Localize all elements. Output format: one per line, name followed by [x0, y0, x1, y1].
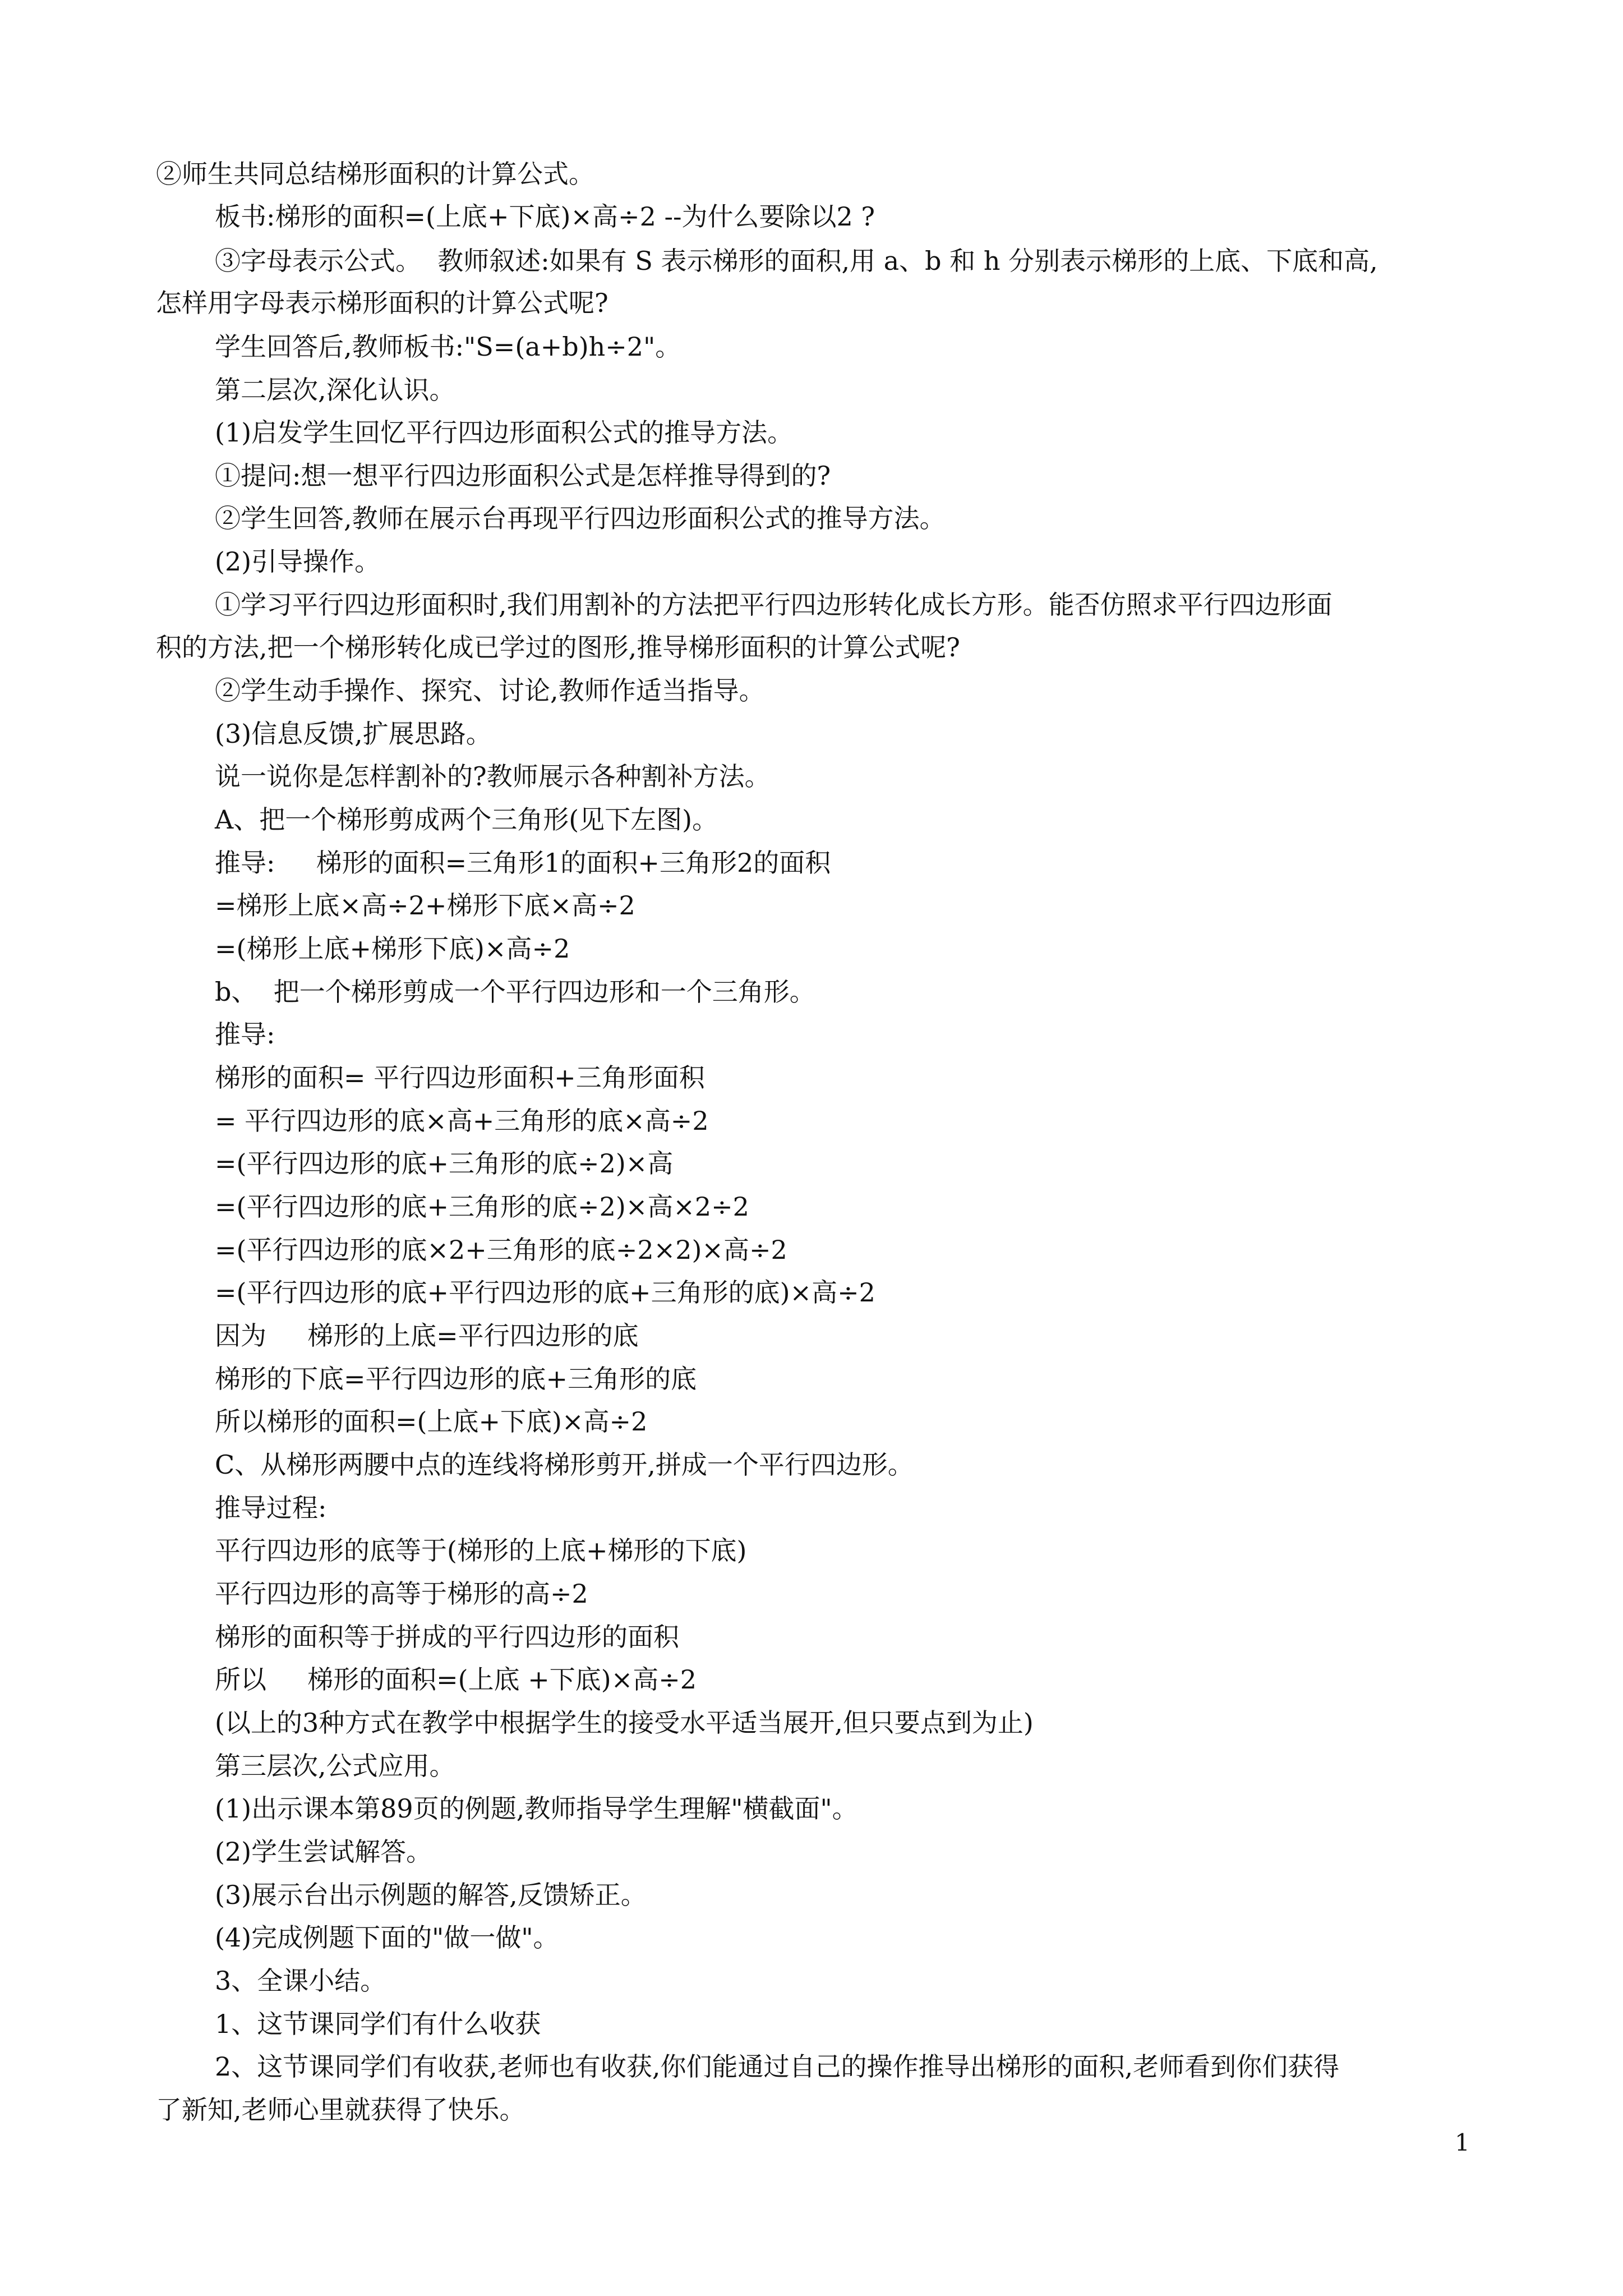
text-line: 第二层次,深化认识。 [215, 375, 455, 405]
text-line: (2)学生尝试解答。 [215, 1837, 432, 1867]
text-line: 梯形的下底=平行四边形的底+三角形的底 [215, 1364, 697, 1394]
text-line: ②学生动手操作、探究、讨论,教师作适当指导。 [215, 675, 765, 706]
text-line: 平行四边形的高等于梯形的高÷2 [215, 1579, 588, 1609]
text-line: =(梯形上底+梯形下底)×高÷2 [215, 933, 570, 964]
text-line: 说一说你是怎样割补的?教师展示各种割补方法。 [215, 761, 771, 792]
text-line: b、 把一个梯形剪成一个平行四边形和一个三角形。 [215, 977, 815, 1007]
text-line: 推导过程: [215, 1493, 327, 1523]
page-number: 1 [1455, 2129, 1470, 2156]
text-line: 梯形的面积= 平行四边形面积+三角形面积 [215, 1062, 705, 1093]
text-line: 平行四边形的底等于(梯形的上底+梯形的下底) [215, 1535, 747, 1566]
text-line: (3)展示台出示例题的解答,反馈矫正。 [215, 1880, 647, 1910]
text-line: 3、全课小结。 [215, 1966, 386, 1996]
text-line: (以上的3种方式在教学中根据学生的接受水平适当展开,但只要点到为止) [215, 1708, 1034, 1738]
text-line: 推导: [215, 1019, 275, 1050]
text-line: 怎样用字母表示梯形面积的计算公式呢? [156, 288, 608, 318]
text-line: ②师生共同总结梯形面积的计算公式。 [156, 159, 594, 189]
text-line: 了新知,老师心里就获得了快乐。 [156, 2095, 525, 2125]
text-line: (2)引导操作。 [215, 546, 381, 577]
text-line: =梯形上底×高÷2+梯形下底×高÷2 [215, 890, 635, 921]
text-line: 学生回答后,教师板书:"S=(a+b)h÷2"。 [215, 332, 681, 362]
text-line: 1、这节课同学们有什么收获 [215, 2009, 541, 2039]
text-line: 梯形的面积等于拼成的平行四边形的面积 [215, 1622, 679, 1652]
text-line: =(平行四边形的底+三角形的底÷2)×高 [215, 1148, 674, 1179]
text-line: 因为 梯形的上底=平行四边形的底 [215, 1320, 639, 1351]
text-line: (4)完成例题下面的"做一做"。 [215, 1922, 559, 1953]
text-line: = 平行四边形的底×高+三角形的底×高÷2 [215, 1106, 709, 1136]
text-line: C、从梯形两腰中点的连线将梯形剪开,拼成一个平行四边形。 [215, 1450, 914, 1480]
text-line: =(平行四边形的底×2+三角形的底÷2×2)×高÷2 [215, 1235, 787, 1265]
text-line: 积的方法,把一个梯形转化成已学过的图形,推导梯形面积的计算公式呢? [156, 632, 960, 662]
text-line: (1)出示课本第89页的例题,教师指导学生理解"横截面"。 [215, 1793, 858, 1824]
text-line: (1)启发学生回忆平行四边形面积公式的推导方法。 [215, 417, 794, 448]
text-line: =(平行四边形的底+三角形的底÷2)×高×2÷2 [215, 1191, 749, 1222]
text-line: ③字母表示公式。 教师叙述:如果有 S 表示梯形的面积,用 a、b 和 h 分别表示梯形的上底、下底和高, [215, 246, 1378, 276]
text-line: 所以梯形的面积=(上底+下底)×高÷2 [215, 1406, 648, 1437]
text-line: ①学习平行四边形面积时,我们用割补的方法把平行四边形转化成长方形。能否仿照求平行四边形面 [215, 590, 1332, 620]
text-line: =(平行四边形的底+平行四边形的底+三角形的底)×高÷2 [215, 1277, 875, 1308]
text-line: 推导: 梯形的面积=三角形1的面积+三角形2的面积 [215, 848, 831, 878]
text-line: 所以 梯形的面积=(上底 +下底)×高÷2 [215, 1664, 697, 1695]
text-line: 2、这节课同学们有收获,老师也有收获,你们能通过自己的操作推导出梯形的面积,老师看到你们获得 [215, 2051, 1340, 2082]
text-line: 第三层次,公式应用。 [215, 1751, 455, 1781]
text-line: ①提问:想一想平行四边形面积公式是怎样推导得到的? [215, 461, 831, 491]
text-line: A、把一个梯形剪成两个三角形(见下左图)。 [215, 804, 718, 835]
text-line: 板书:梯形的面积=(上底+下底)×高÷2 --为什么要除以2 ? [215, 201, 875, 232]
text-line: (3)信息反馈,扩展思路。 [215, 719, 492, 749]
text-line: ②学生回答,教师在展示台再现平行四边形面积公式的推导方法。 [215, 503, 946, 533]
